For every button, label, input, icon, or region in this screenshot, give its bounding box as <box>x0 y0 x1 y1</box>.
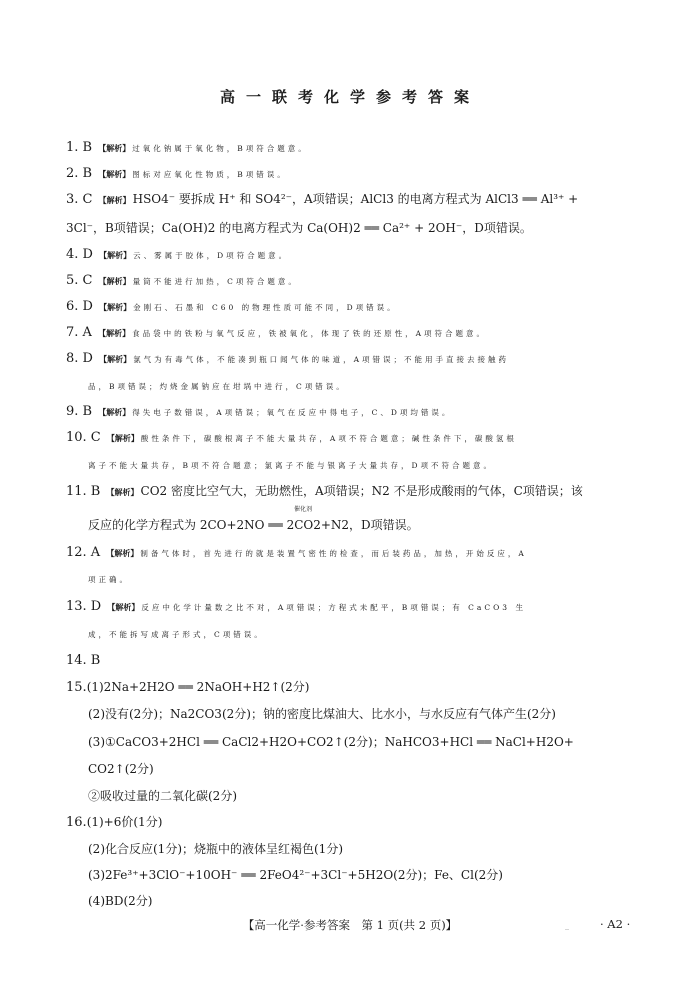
footer-code: · A2 · <box>600 917 631 931</box>
answer-3: 3. C 【解析】 HSO4⁻ 要拆成 H⁺ 和 SO4²⁻，A项错误；AlCl3 的电离方程式为 AlCl3 ══ Al³⁺ + <box>66 192 579 207</box>
answer-1: 1. B 【解析】 过氧化钠属于氧化物，B项符合题意。 <box>66 140 309 155</box>
answer-13-cont: 成，不能拆写成离子形式，C项错误。 <box>88 630 265 639</box>
answer-15-3-cont: CO2↑(2分) <box>88 762 154 776</box>
answer-8-cont: 品，B项错误；灼烧金属钠应在坩埚中进行，C项错误。 <box>88 382 347 391</box>
answer-16-3: (3)2Fe³⁺+3ClO⁻+10OH⁻ ══ 2FeO4²⁻+3Cl⁻+5H2O(2分)；Fe、Cl(2分) <box>88 868 503 882</box>
answer-3-cont: 3Cl⁻，B项错误；Ca(OH)2 的电离方程式为 Ca(OH)2 ══ Ca²⁺ + 2OH⁻，D项错误。 <box>66 221 532 235</box>
answer-15-3b: ②吸收过量的二氧化碳(2分) <box>88 789 237 803</box>
answer-16-4: (4)BD(2分) <box>88 894 153 908</box>
answer-15-2: (2)没有(2分)；Na2CO3(2分)；钠的密度比煤油大、比水小，与水反应有气体产生(2分) <box>88 707 556 721</box>
answer-14: 14. B <box>66 653 101 668</box>
answer-7: 7. A 【解析】 食品袋中的铁粉与氧气反应，铁被氧化，体现了铁的还原性，A项符合题意。 <box>66 325 487 340</box>
answer-11: 11. B 【解析】 CO2 密度比空气大，无助燃性，A项错误；N2 不是形成酸雨的气体，C项错误；该 <box>66 484 583 499</box>
answer-15-1: 15.(1)2Na+2H2O ══ 2NaOH+H2↑(2分) <box>66 680 310 695</box>
answer-16-1: 16.(1)+6价(1分) <box>66 815 163 830</box>
answer-16-2: (2)化合反应(1分)；烧瓶中的液体呈红褐色(1分) <box>88 842 343 856</box>
answer-15-3: (3)①CaCO3+2HCl ══ CaCl2+H2O+CO2↑(2分)；NaHCO3+HCl ══ NaCl+H2O+ <box>88 735 574 749</box>
footer-mark: _ <box>565 921 569 930</box>
page-title: 高一联考化学参考答案 <box>219 88 480 106</box>
answer-8: 8. D 【解析】 氯气为有毒气体，不能凑到瓶口闻气体的味道，A项错误；不能用手直接去接触药 <box>66 351 510 366</box>
answer-9: 9. B 【解析】 得失电子数错误，A项错误；氧气在反应中得电子，C、D项均错误。 <box>66 404 453 419</box>
answer-11-cont: 反应的化学方程式为 2CO+2NO ══ 2CO2+N2，D项错误。 <box>88 518 419 532</box>
answer-10-cont: 离子不能大量共存，B项不符合题意；氯离子不能与银离子大量共存，D项不符合题意。 <box>88 461 495 470</box>
answer-12-cont: 项正确。 <box>88 575 130 584</box>
answer-12: 12. A 【解析】 制备气体时，首先进行的就是装置气密性的检查，而后装药品，加热，开始反应，A <box>66 545 527 560</box>
answer-10: 10. C 【解析】 酸性条件下，碳酸根离子不能大量共存，A项不符合题意；碱性条件下，碳酸氢根 <box>66 430 517 445</box>
answer-6: 6. D 【解析】 金刚石、石墨和 C60 的物理性质可能不同，D项错误。 <box>66 299 398 314</box>
footer-page-info: 【高一化学·参考答案 第 1 页(共 2 页)】 <box>242 918 458 932</box>
answer-4: 4. D 【解析】 云、雾属于胶体，D项符合题意。 <box>66 247 290 262</box>
answer-5: 5. C 【解析】 量筒不能进行加热，C项符合题意。 <box>66 273 299 288</box>
answer-13: 13. D 【解析】 反应中化学计量数之比不对，A项错误；方程式未配平，B项错误；有 CaCO3 生 <box>66 599 526 614</box>
catalyst-label: 催化剂 <box>294 506 313 513</box>
answer-2: 2. B 【解析】 图标对应氧化性物质，B项错误。 <box>66 166 288 181</box>
